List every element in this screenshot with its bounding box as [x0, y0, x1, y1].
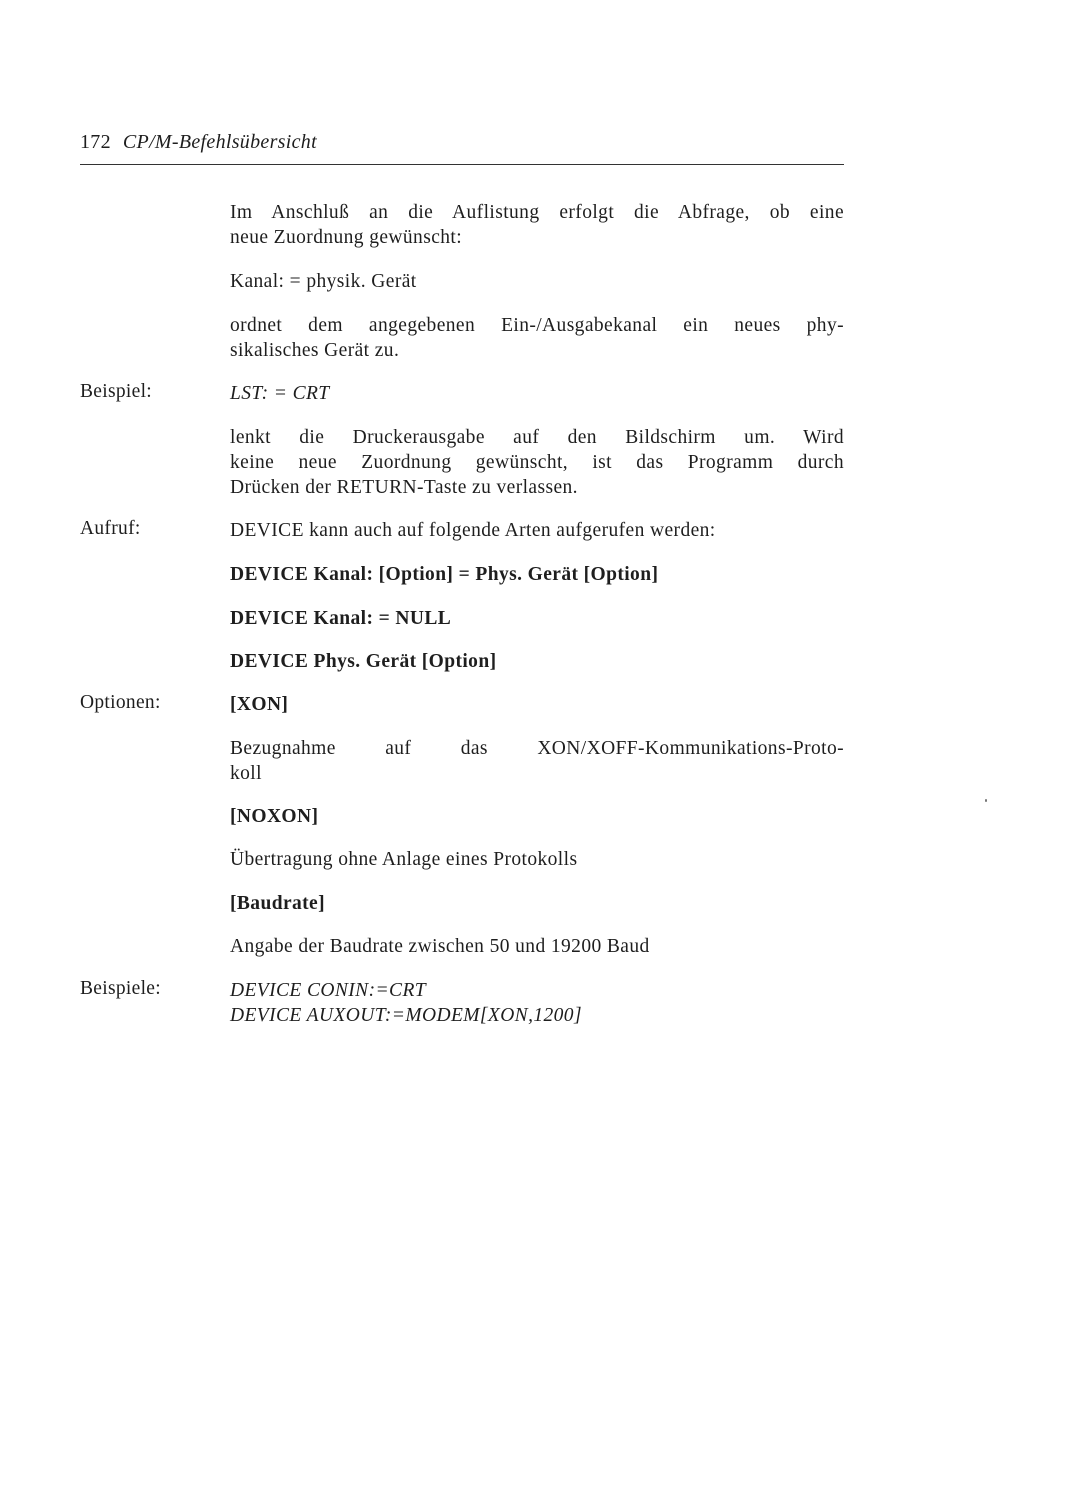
- assign-desc-line-1: ordnet dem angegebenen Ein-/Ausgabekanal ein neues phy-: [230, 315, 844, 336]
- page-header: [80, 131, 844, 154]
- label-beispiele: Beispiele:: [80, 978, 161, 999]
- example-desc-line-3: Drücken der RETURN-Taste zu verlassen.: [230, 477, 578, 498]
- intro-line-1: Im Anschluß an die Auflistung erfolgt die Abfrage, ob eine: [230, 202, 844, 223]
- intro-paragraph: [230, 200, 844, 250]
- assign-desc-line-2: sikalisches Gerät zu.: [230, 340, 400, 361]
- intro-line-2: neue Zuordnung gewünscht:: [230, 227, 463, 248]
- label-beispiel: Beispiel:: [80, 381, 153, 402]
- scan-speck: [985, 799, 987, 802]
- option-baudrate-name: [Baudrate]: [230, 893, 325, 914]
- aufruf-text: DEVICE kann auch auf folgende Arten aufgerufen werden:: [230, 520, 716, 541]
- example-description: [230, 425, 844, 500]
- syntax-1: DEVICE Kanal: [Option] = Phys. Gerät [Option]: [230, 564, 659, 585]
- label-optionen: Optionen:: [80, 692, 161, 713]
- examples-line-2: DEVICE AUXOUT:=MODEM[XON,1200]: [230, 1005, 582, 1026]
- assign-syntax: Kanal: = physik. Gerät: [230, 271, 417, 292]
- syntax-3: DEVICE Phys. Gerät [Option]: [230, 651, 497, 672]
- running-title: CP/M-Befehlsübersicht: [122, 131, 317, 153]
- option-baudrate-description: Angabe der Baudrate zwischen 50 und 19200 Baud: [230, 936, 650, 957]
- option-xon-desc-line-1: Bezugnahme auf das XON/XOFF-Kommunikations-Proto-: [230, 738, 844, 759]
- option-xon-desc-line-2: koll: [230, 763, 262, 784]
- option-noxon-description: Übertragung ohne Anlage eines Protokolls: [230, 849, 578, 870]
- example-code: LST: = CRT: [230, 383, 330, 404]
- syntax-2: DEVICE Kanal: = NULL: [230, 608, 452, 629]
- header-rule: [80, 164, 844, 165]
- example-desc-line-2: keine neue Zuordnung gewünscht, ist das Programm durch: [230, 452, 844, 473]
- assign-description: [230, 313, 844, 363]
- label-aufruf: Aufruf:: [80, 518, 141, 539]
- option-xon-description: [230, 736, 844, 786]
- option-noxon-name: [NOXON]: [230, 806, 319, 827]
- option-xon-name: [XON]: [230, 694, 289, 715]
- page-number: 172: [80, 131, 111, 153]
- examples-line-1: DEVICE CONIN:=CRT: [230, 980, 427, 1001]
- examples-code: [230, 978, 844, 1028]
- example-desc-line-1: lenkt die Druckerausgabe auf den Bildschirm um. Wird: [230, 427, 844, 448]
